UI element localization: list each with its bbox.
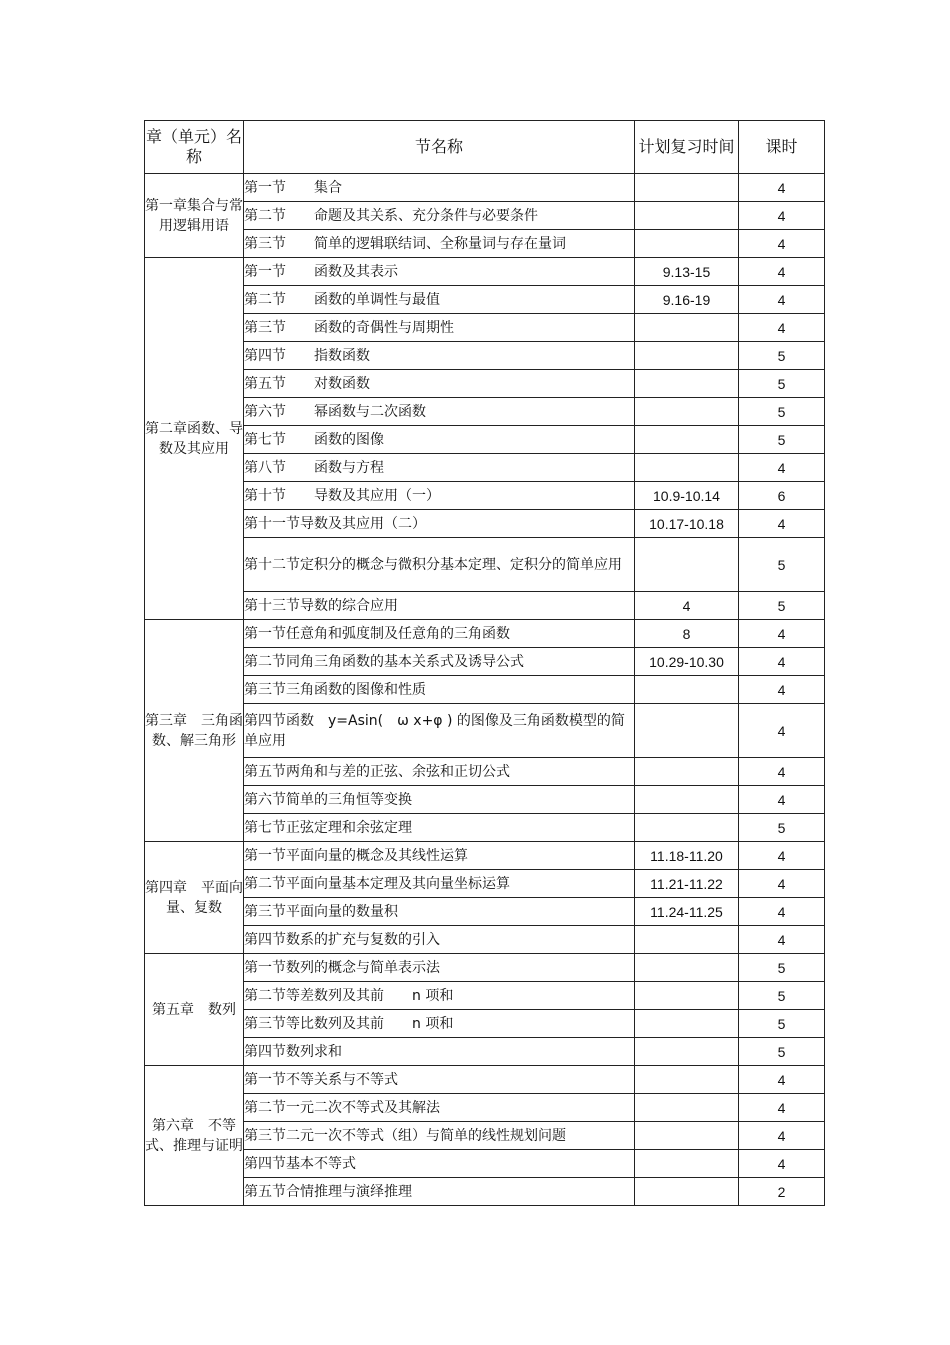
header-hours: 课时 [739,121,825,174]
header-chapter: 章（单元）名称 [145,121,244,174]
table-row [145,1038,825,1066]
table-row [145,870,825,898]
plan-time-cell [635,314,739,342]
hours-cell: 4 [739,758,825,786]
hours-cell: 4 [739,230,825,258]
section-name-cell: 第二节等差数列及其前 n 项和 [244,982,635,1010]
plan-time-cell [635,426,739,454]
plan-time-cell: 8 [635,620,739,648]
section-name-cell: 第三节 简单的逻辑联结词、全称量词与存在量词 [244,230,635,258]
hours-cell: 5 [739,1010,825,1038]
hours-cell: 4 [739,510,825,538]
hours-cell: 4 [739,898,825,926]
hours-cell: 4 [739,1150,825,1178]
hours-cell: 5 [739,342,825,370]
table-row [145,898,825,926]
table-row [145,538,825,592]
hours-cell: 4 [739,926,825,954]
section-name-cell: 第四节数列求和 [244,1038,635,1066]
table-row [145,842,825,870]
table-row [145,258,825,286]
chapter-name-cell: 第三章 三角函数、解三角形 [145,620,244,842]
section-name-cell: 第一节 函数及其表示 [244,258,635,286]
plan-time-cell [635,1122,739,1150]
plan-time-cell: 11.24-11.25 [635,898,739,926]
section-name-cell: 第四节数系的扩充与复数的引入 [244,926,635,954]
plan-time-cell [635,1010,739,1038]
section-name-cell: 第二节同角三角函数的基本关系式及诱导公式 [244,648,635,676]
section-name-cell: 第五节合情推理与演绎推理 [244,1178,635,1206]
hours-cell: 4 [739,786,825,814]
table-row [145,676,825,704]
plan-time-cell [635,1178,739,1206]
table-row [145,1094,825,1122]
hours-cell: 4 [739,1094,825,1122]
chapter-name-cell: 第六章 不等式、推理与证明 [145,1066,244,1206]
section-name-cell: 第一节任意角和弧度制及任意角的三角函数 [244,620,635,648]
section-name-cell: 第二节平面向量基本定理及其向量坐标运算 [244,870,635,898]
section-name-cell: 第十三节导数的综合应用 [244,592,635,620]
table-row [145,314,825,342]
section-name-cell: 第五节 对数函数 [244,370,635,398]
section-name-cell: 第二节 命题及其关系、充分条件与必要条件 [244,202,635,230]
table-row [145,926,825,954]
section-name-cell: 第八节 函数与方程 [244,454,635,482]
table-row [145,342,825,370]
section-name-cell: 第十节 导数及其应用（一） [244,482,635,510]
table-row [145,1122,825,1150]
hours-cell: 4 [739,704,825,758]
section-name-cell: 第四节 指数函数 [244,342,635,370]
section-name-cell: 第四节基本不等式 [244,1150,635,1178]
chapter-name-cell: 第四章 平面向量、复数 [145,842,244,954]
hours-cell: 4 [739,286,825,314]
section-name-cell: 第七节正弦定理和余弦定理 [244,814,635,842]
table-row [145,510,825,538]
section-name-cell: 第三节三角函数的图像和性质 [244,676,635,704]
plan-time-cell [635,342,739,370]
section-name-cell: 第六节简单的三角恒等变换 [244,786,635,814]
plan-time-cell [635,202,739,230]
plan-time-cell [635,926,739,954]
hours-cell: 4 [739,620,825,648]
table-row [145,1178,825,1206]
hours-cell: 5 [739,370,825,398]
table-row [145,398,825,426]
plan-time-cell: 10.29-10.30 [635,648,739,676]
table-row [145,230,825,258]
plan-time-cell [635,174,739,202]
plan-time-cell [635,814,739,842]
hours-cell: 5 [739,814,825,842]
table-row [145,370,825,398]
section-name-cell: 第一节数列的概念与简单表示法 [244,954,635,982]
hours-cell: 5 [739,592,825,620]
hours-cell: 5 [739,538,825,592]
table-row [145,982,825,1010]
plan-time-cell [635,538,739,592]
plan-time-cell: 4 [635,592,739,620]
table-row [145,454,825,482]
section-name-cell: 第三节平面向量的数量积 [244,898,635,926]
plan-time-cell: 9.13-15 [635,258,739,286]
hours-cell: 4 [739,174,825,202]
review-plan-table [144,120,825,1206]
chapter-name-cell: 第五章 数列 [145,954,244,1066]
table-row [145,174,825,202]
table-row [145,482,825,510]
plan-time-cell: 11.21-11.22 [635,870,739,898]
section-name-cell: 第七节 函数的图像 [244,426,635,454]
table-row [145,648,825,676]
section-name-cell: 第二节 函数的单调性与最值 [244,286,635,314]
hours-cell: 4 [739,258,825,286]
hours-cell: 4 [739,870,825,898]
hours-cell: 6 [739,482,825,510]
table-row [145,426,825,454]
section-name-cell: 第二节一元二次不等式及其解法 [244,1094,635,1122]
plan-time-cell [635,1038,739,1066]
table-row [145,758,825,786]
plan-time-cell [635,454,739,482]
table-row [145,1010,825,1038]
plan-time-cell: 10.17-10.18 [635,510,739,538]
plan-time-cell [635,704,739,758]
plan-time-cell [635,1150,739,1178]
table-row [145,704,825,758]
table-row [145,620,825,648]
plan-time-cell [635,370,739,398]
section-name-cell: 第三节二元一次不等式（组）与简单的线性规划问题 [244,1122,635,1150]
table-row [145,592,825,620]
table-row [145,202,825,230]
plan-time-cell [635,758,739,786]
chapter-name-cell: 第二章函数、导数及其应用 [145,258,244,620]
plan-time-cell [635,1066,739,1094]
table-row [145,954,825,982]
section-name-cell: 第三节等比数列及其前 n 项和 [244,1010,635,1038]
hours-cell: 4 [739,314,825,342]
plan-time-cell [635,982,739,1010]
section-name-cell: 第六节 幂函数与二次函数 [244,398,635,426]
plan-time-cell [635,954,739,982]
table-row [145,286,825,314]
plan-time-cell [635,230,739,258]
hours-cell: 4 [739,202,825,230]
plan-time-cell [635,1094,739,1122]
hours-cell: 4 [739,676,825,704]
table-row [145,1066,825,1094]
hours-cell: 5 [739,1038,825,1066]
hours-cell: 4 [739,454,825,482]
section-name-cell: 第十一节导数及其应用（二） [244,510,635,538]
plan-time-cell [635,676,739,704]
section-name-cell: 第一节 集合 [244,174,635,202]
hours-cell: 5 [739,426,825,454]
plan-time-cell [635,398,739,426]
table-row [145,786,825,814]
table-row [145,814,825,842]
hours-cell: 4 [739,1066,825,1094]
section-name-cell: 第五节两角和与差的正弦、余弦和正切公式 [244,758,635,786]
plan-time-cell [635,786,739,814]
section-name-cell: 第四节函数 y=Asin( ω x+φ ) 的图像及三角函数模型的简单应用 [244,704,635,758]
chapter-name-cell: 第一章集合与常用逻辑用语 [145,174,244,258]
hours-cell: 5 [739,954,825,982]
section-name-cell: 第三节 函数的奇偶性与周期性 [244,314,635,342]
hours-cell: 4 [739,648,825,676]
table-row [145,1150,825,1178]
header-row [145,121,825,174]
header-section: 节名称 [244,121,635,174]
hours-cell: 5 [739,982,825,1010]
table-body [145,174,825,1206]
plan-time-cell: 10.9-10.14 [635,482,739,510]
hours-cell: 2 [739,1178,825,1206]
section-name-cell: 第一节平面向量的概念及其线性运算 [244,842,635,870]
section-name-cell: 第一节不等关系与不等式 [244,1066,635,1094]
plan-time-cell: 9.16-19 [635,286,739,314]
hours-cell: 5 [739,398,825,426]
hours-cell: 4 [739,842,825,870]
section-name-cell: 第十二节定积分的概念与微积分基本定理、定积分的简单应用 [244,538,635,592]
hours-cell: 4 [739,1122,825,1150]
plan-time-cell: 11.18-11.20 [635,842,739,870]
header-plan-time: 计划复习时间 [635,121,739,174]
